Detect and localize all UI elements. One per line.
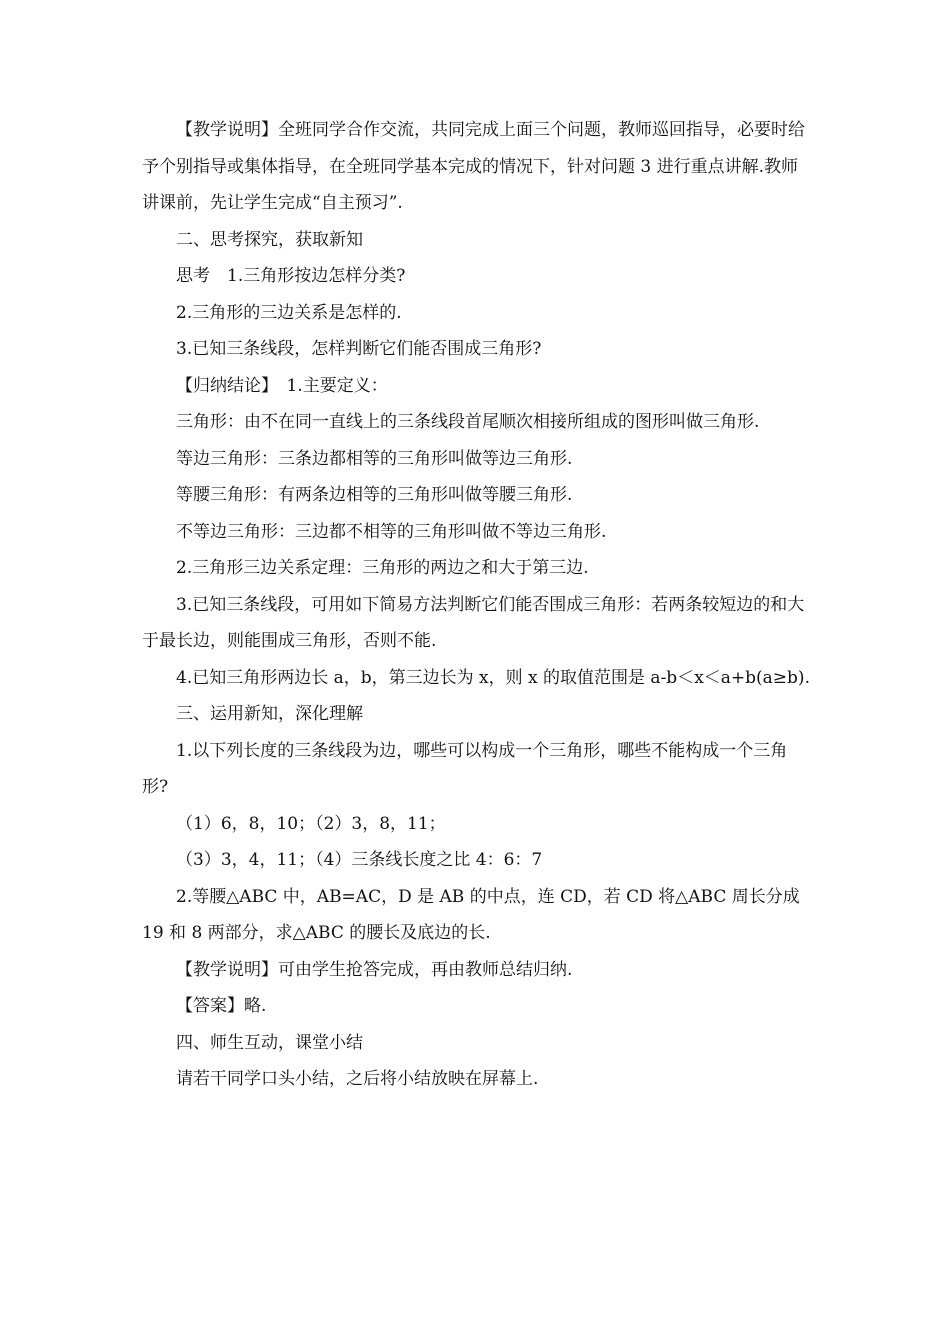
exercise-1-options-a: （1）6，8，10；（2）3，8，11； (176, 813, 446, 834)
method-paragraph: 3.已知三条线段，可用如下简易方法判断它们能否围成三角形：若两条较短边的和大于最长边，则能围成三角形，否则不能. (142, 594, 805, 651)
section-heading-2: 二、思考探究，获取新知 (176, 229, 363, 250)
definition-triangle: 三角形：由不在同一直线上的三条线段首尾顺次相接所组成的图形叫做三角形. (176, 412, 760, 432)
think-question-2: 2.三角形的三边关系是怎样的. (176, 302, 402, 323)
exercise-1: 1.以下列长度的三条线段为边，哪些可以构成一个三角形，哪些不能构成一个三角形? (142, 740, 788, 797)
think-question-1: 思考 1.三角形按边怎样分类? (176, 266, 406, 286)
teaching-note-2: 【教学说明】可由学生抢答完成，再由教师总结归纳. (176, 959, 573, 980)
exercise-2: 2.等腰△ABC 中，AB=AC，D 是 AB 的中点，连 CD，若 CD 将△ABC 周长分成 19 和 8 两部分，求△ABC 的腰长及底边的长. (142, 886, 806, 943)
theorem-paragraph: 2.三角形三边关系定理：三角形的两边之和大于第三边. (176, 558, 589, 578)
summary-paragraph: 请若干同学口头小结，之后将小结放映在屏幕上. (176, 1069, 539, 1089)
answer-paragraph: 【答案】略. (176, 996, 267, 1016)
definition-equilateral: 等边三角形：三条边都相等的三角形叫做等边三角形. (176, 448, 573, 469)
section-heading-4: 四、师生互动，课堂小结 (176, 1032, 363, 1053)
teaching-note-paragraph: 【教学说明】全班同学合作交流，共同完成上面三个问题，教师巡回指导，必要时给予个别指导或集体指导，在全班同学基本完成的情况下，针对问题 3 进行重点讲解.教师讲课前，先让学生完成“自主预习”. (142, 120, 805, 213)
think-question-3: 3.已知三条线段，怎样判断它们能否围成三角形? (176, 339, 542, 359)
section-heading-3: 三、运用新知，深化理解 (176, 704, 363, 724)
range-paragraph: 4.已知三角形两边长 a，b，第三边长为 x，则 x 的取值范围是 a-b＜x＜a+b(a≥b). (176, 667, 810, 688)
definition-isosceles: 等腰三角形：有两条边相等的三角形叫做等腰三角形. (176, 485, 573, 505)
conclusion-heading: 【归纳结论】 1.主要定义： (176, 375, 388, 396)
document-page (142, 112, 810, 1098)
exercise-1-options-b: （3）3，4，11；（4）三条线长度之比 4：6：7 (176, 850, 543, 870)
definition-scalene: 不等边三角形：三边都不相等的三角形叫做不等边三角形. (176, 521, 607, 542)
